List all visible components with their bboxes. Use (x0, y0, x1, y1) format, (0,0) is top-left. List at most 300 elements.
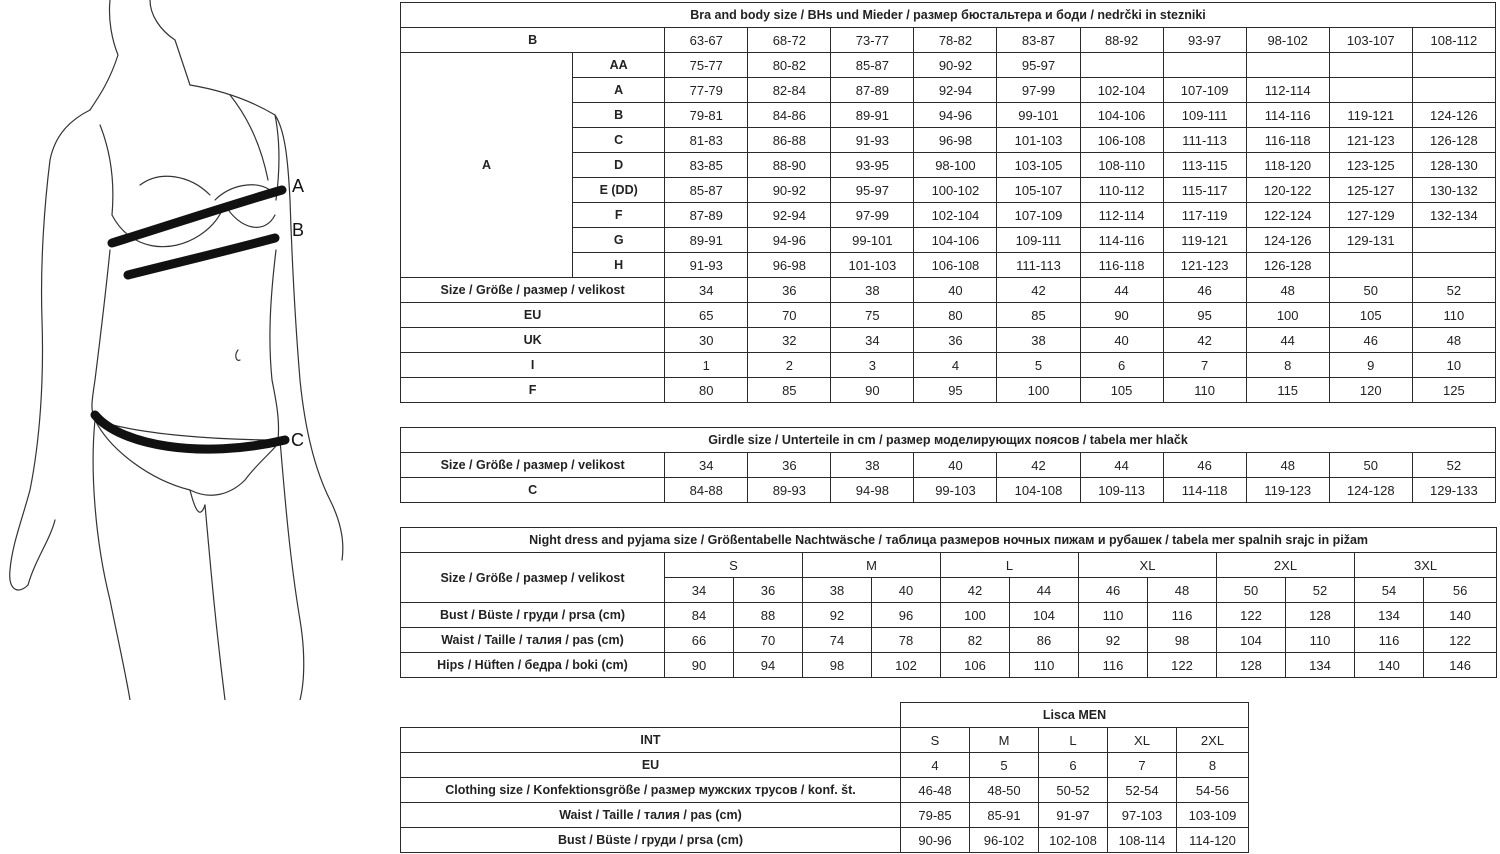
underbust-value: 108-112 (1412, 28, 1495, 53)
night-measure-value: 94 (734, 653, 803, 678)
bust-value: 101-103 (831, 253, 914, 278)
bust-value: 102-104 (1080, 78, 1163, 103)
bust-value: 129-131 (1329, 228, 1412, 253)
night-measure-value: 110 (1010, 653, 1079, 678)
bust-value: 90-92 (914, 53, 997, 78)
size-value: 110 (1412, 303, 1495, 328)
men-value: 8 (1177, 753, 1249, 778)
size-value: 5 (997, 353, 1080, 378)
underbust-value: 73-77 (831, 28, 914, 53)
girdle-value: 99-103 (914, 478, 997, 503)
girdle-value: 52 (1412, 453, 1495, 478)
men-value: 96-102 (970, 828, 1039, 853)
night-measure-value: 92 (803, 603, 872, 628)
size-group-label: S (665, 553, 803, 578)
night-measure-value: 104 (1217, 628, 1286, 653)
bust-value: 82-84 (748, 78, 831, 103)
size-value: 80 (665, 378, 748, 403)
size-group-label: XL (1079, 553, 1217, 578)
girdle-value: 84-88 (665, 478, 748, 503)
bust-value: 104-106 (1080, 103, 1163, 128)
size-value: 1 (665, 353, 748, 378)
men-value: 85-91 (970, 803, 1039, 828)
men-value: 50-52 (1039, 778, 1108, 803)
bust-value: 92-94 (914, 78, 997, 103)
bust-value: 106-108 (1080, 128, 1163, 153)
men-value: 103-109 (1177, 803, 1249, 828)
size-value: 40 (914, 278, 997, 303)
bust-value: 115-117 (1163, 178, 1246, 203)
bust-value: 113-115 (1163, 153, 1246, 178)
men-row (401, 753, 1249, 778)
bust-value (1412, 53, 1495, 78)
girdle-row-label: C (401, 478, 665, 503)
men-row-label: EU (401, 753, 901, 778)
size-value: 80 (914, 303, 997, 328)
night-measure-value: 100 (941, 603, 1010, 628)
night-measure-value: 86 (1010, 628, 1079, 653)
girdle-table-title: Girdle size / Unterteile in cm / размер моделирующих поясов / tabela mer hlačk (401, 428, 1496, 453)
size-value: 110 (1163, 378, 1246, 403)
night-size-value: 56 (1424, 578, 1497, 603)
men-value: 108-114 (1108, 828, 1177, 853)
night-measure-value: 134 (1286, 653, 1355, 678)
men-size-table (400, 702, 1249, 853)
bust-value (1163, 53, 1246, 78)
bust-value: 75-77 (665, 53, 748, 78)
size-group-label: L (941, 553, 1079, 578)
size-value: 120 (1329, 378, 1412, 403)
bust-value: 124-126 (1246, 228, 1329, 253)
bust-value: 91-93 (665, 253, 748, 278)
girdle-row-label: Size / Größe / размер / velikost (401, 453, 665, 478)
bra-size-table (400, 2, 1496, 403)
size-value: 36 (748, 278, 831, 303)
girdle-value: 124-128 (1329, 478, 1412, 503)
size-system-label: F (401, 378, 665, 403)
size-value: 9 (1329, 353, 1412, 378)
bust-value: 112-114 (1080, 203, 1163, 228)
bust-value: 89-91 (665, 228, 748, 253)
men-row-label: Bust / Büste / груди / prsa (cm) (401, 828, 901, 853)
bust-value: 117-119 (1163, 203, 1246, 228)
size-value: 50 (1329, 278, 1412, 303)
bra-title-row (401, 3, 1496, 28)
men-row-label: Clothing size / Konfektionsgröße / размер мужских трусов / konf. št. (401, 778, 901, 803)
girdle-value: 38 (831, 453, 914, 478)
size-value: 85 (748, 378, 831, 403)
underbust-label: B (401, 28, 665, 53)
bra-table-title: Bra and body size / BHs und Mieder / размер бюстальтера и боди / nedrčki in stezniki (401, 3, 1496, 28)
bra-size-row (401, 378, 1496, 403)
men-value: M (970, 728, 1039, 753)
night-title-row (401, 528, 1497, 553)
size-group-label: 2XL (1217, 553, 1355, 578)
size-group-label: M (803, 553, 941, 578)
underbust-value: 78-82 (914, 28, 997, 53)
girdle-value: 119-123 (1246, 478, 1329, 503)
size-value: 8 (1246, 353, 1329, 378)
bust-value: 98-100 (914, 153, 997, 178)
body-measurement-figure (0, 0, 395, 700)
bust-value: 90-92 (748, 178, 831, 203)
night-measure-value: 122 (1148, 653, 1217, 678)
bust-value: 88-90 (748, 153, 831, 178)
underbust-value: 103-107 (1329, 28, 1412, 53)
bust-value: 103-105 (997, 153, 1080, 178)
bust-value: 110-112 (1080, 178, 1163, 203)
bust-value: 119-121 (1163, 228, 1246, 253)
size-value: 105 (1329, 303, 1412, 328)
underbust-value: 88-92 (1080, 28, 1163, 53)
bust-value: 96-98 (748, 253, 831, 278)
bust-value: 87-89 (831, 78, 914, 103)
cup-label: D (573, 153, 665, 178)
bust-value: 99-101 (997, 103, 1080, 128)
night-measure-label: Hips / Hüften / бедра / boki (cm) (401, 653, 665, 678)
cup-label: C (573, 128, 665, 153)
night-measure-value: 106 (941, 653, 1010, 678)
size-value: 100 (1246, 303, 1329, 328)
bust-label: A (401, 53, 573, 278)
bust-value: 86-88 (748, 128, 831, 153)
size-value: 3 (831, 353, 914, 378)
bra-size-row (401, 278, 1496, 303)
night-size-value: 34 (665, 578, 734, 603)
size-value: 105 (1080, 378, 1163, 403)
marker-c: C (291, 430, 304, 450)
night-measure-value: 116 (1148, 603, 1217, 628)
size-value: 2 (748, 353, 831, 378)
girdle-value: 48 (1246, 453, 1329, 478)
men-row-label: Waist / Taille / талия / pas (cm) (401, 803, 901, 828)
size-system-label: Size / Größe / размер / velikost (401, 278, 665, 303)
size-value: 125 (1412, 378, 1495, 403)
bust-value: 96-98 (914, 128, 997, 153)
night-table-title: Night dress and pyjama size / Größentabelle Nachtwäsche / таблица размеров ночных пижам и рубашек / tabela mer spalnih srajc in pižam (401, 528, 1497, 553)
men-row (401, 803, 1249, 828)
night-size-value: 40 (872, 578, 941, 603)
underbust-value: 83-87 (997, 28, 1080, 53)
cup-label: F (573, 203, 665, 228)
night-measure-value: 140 (1355, 653, 1424, 678)
marker-a: A (292, 176, 305, 196)
men-row (401, 728, 1249, 753)
night-measure-value: 74 (803, 628, 872, 653)
men-value: 102-108 (1039, 828, 1108, 853)
size-value: 32 (748, 328, 831, 353)
bust-value: 107-109 (1163, 78, 1246, 103)
bust-value: 92-94 (748, 203, 831, 228)
size-value: 115 (1246, 378, 1329, 403)
night-size-value: 42 (941, 578, 1010, 603)
bust-value: 114-116 (1246, 103, 1329, 128)
cup-label: H (573, 253, 665, 278)
men-table-title: Lisca MEN (901, 703, 1249, 728)
size-value: 6 (1080, 353, 1163, 378)
bust-value: 126-128 (1246, 253, 1329, 278)
night-measure-row (401, 653, 1497, 678)
cup-label: G (573, 228, 665, 253)
size-value: 38 (831, 278, 914, 303)
bust-value: 77-79 (665, 78, 748, 103)
men-value: 6 (1039, 753, 1108, 778)
cup-label: B (573, 103, 665, 128)
cup-label: AA (573, 53, 665, 78)
girdle-row (401, 478, 1496, 503)
size-value: 34 (665, 278, 748, 303)
size-value: 100 (997, 378, 1080, 403)
bra-cup-row (401, 53, 1496, 78)
bust-value: 105-107 (997, 178, 1080, 203)
girdle-title-row (401, 428, 1496, 453)
night-measure-value: 104 (1010, 603, 1079, 628)
girdle-value: 50 (1329, 453, 1412, 478)
bust-value (1329, 253, 1412, 278)
night-dress-size-table (400, 527, 1497, 678)
size-value: 42 (997, 278, 1080, 303)
bust-value: 93-95 (831, 153, 914, 178)
night-measure-value: 140 (1424, 603, 1497, 628)
night-measure-value: 70 (734, 628, 803, 653)
bust-value: 83-85 (665, 153, 748, 178)
night-measure-row (401, 628, 1497, 653)
men-value: L (1039, 728, 1108, 753)
bust-value: 126-128 (1412, 128, 1495, 153)
size-value: 4 (914, 353, 997, 378)
men-value: 4 (901, 753, 970, 778)
night-measure-value: 78 (872, 628, 941, 653)
men-value: 5 (970, 753, 1039, 778)
night-measure-value: 116 (1079, 653, 1148, 678)
size-system-label: I (401, 353, 665, 378)
girdle-size-table (400, 427, 1496, 503)
men-value: 46-48 (901, 778, 970, 803)
girdle-value: 94-98 (831, 478, 914, 503)
size-value: 90 (831, 378, 914, 403)
bust-value: 121-123 (1329, 128, 1412, 153)
underbust-value: 93-97 (1163, 28, 1246, 53)
men-title-row (401, 703, 1249, 728)
bra-size-row (401, 353, 1496, 378)
girdle-value: 36 (748, 453, 831, 478)
night-size-value: 50 (1217, 578, 1286, 603)
cup-label: E (DD) (573, 178, 665, 203)
bust-value: 109-111 (997, 228, 1080, 253)
night-measure-value: 102 (872, 653, 941, 678)
bust-value (1412, 253, 1495, 278)
bust-value: 94-96 (748, 228, 831, 253)
size-value: 36 (914, 328, 997, 353)
cup-label: A (573, 78, 665, 103)
night-measure-label: Bust / Büste / груди / prsa (cm) (401, 603, 665, 628)
size-value: 34 (831, 328, 914, 353)
bust-value: 100-102 (914, 178, 997, 203)
girdle-value: 40 (914, 453, 997, 478)
size-system-label: UK (401, 328, 665, 353)
girdle-row (401, 453, 1496, 478)
bust-value: 111-113 (997, 253, 1080, 278)
night-measure-value: 128 (1286, 603, 1355, 628)
bust-value (1246, 53, 1329, 78)
bust-value: 85-87 (831, 53, 914, 78)
bust-value: 122-124 (1246, 203, 1329, 228)
size-value: 90 (1080, 303, 1163, 328)
bust-value: 99-101 (831, 228, 914, 253)
men-value: 7 (1108, 753, 1177, 778)
size-value: 40 (1080, 328, 1163, 353)
size-value: 46 (1163, 278, 1246, 303)
bust-value: 79-81 (665, 103, 748, 128)
men-value: 52-54 (1108, 778, 1177, 803)
bust-value: 91-93 (831, 128, 914, 153)
girdle-value: 129-133 (1412, 478, 1495, 503)
size-value: 85 (997, 303, 1080, 328)
night-measure-row (401, 603, 1497, 628)
bust-value: 111-113 (1163, 128, 1246, 153)
bust-value: 101-103 (997, 128, 1080, 153)
bust-value: 106-108 (914, 253, 997, 278)
bust-value: 95-97 (997, 53, 1080, 78)
bust-value: 102-104 (914, 203, 997, 228)
men-value: 91-97 (1039, 803, 1108, 828)
girdle-value: 109-113 (1080, 478, 1163, 503)
bust-value (1080, 53, 1163, 78)
size-value: 48 (1412, 328, 1495, 353)
bust-value: 132-134 (1412, 203, 1495, 228)
men-row (401, 778, 1249, 803)
men-value: 114-120 (1177, 828, 1249, 853)
bra-b-row (401, 28, 1496, 53)
men-row-label: INT (401, 728, 901, 753)
night-measure-value: 146 (1424, 653, 1497, 678)
marker-b: B (292, 220, 305, 240)
size-value: 30 (665, 328, 748, 353)
bust-value: 80-82 (748, 53, 831, 78)
girdle-value: 34 (665, 453, 748, 478)
night-size-value: 48 (1148, 578, 1217, 603)
bust-value: 95-97 (831, 178, 914, 203)
night-measure-value: 98 (803, 653, 872, 678)
night-measure-value: 128 (1217, 653, 1286, 678)
night-measure-value: 92 (1079, 628, 1148, 653)
night-measure-value: 116 (1355, 628, 1424, 653)
bust-value (1329, 78, 1412, 103)
bust-value: 116-118 (1080, 253, 1163, 278)
night-measure-value: 82 (941, 628, 1010, 653)
night-measure-value: 122 (1217, 603, 1286, 628)
bust-value: 94-96 (914, 103, 997, 128)
bust-value: 107-109 (997, 203, 1080, 228)
men-value: 79-85 (901, 803, 970, 828)
bust-value: 87-89 (665, 203, 748, 228)
men-value: XL (1108, 728, 1177, 753)
bust-value: 119-121 (1329, 103, 1412, 128)
girdle-value: 104-108 (997, 478, 1080, 503)
size-value: 75 (831, 303, 914, 328)
size-value: 65 (665, 303, 748, 328)
bust-value: 81-83 (665, 128, 748, 153)
underbust-value: 98-102 (1246, 28, 1329, 53)
night-measure-value: 98 (1148, 628, 1217, 653)
night-measure-value: 110 (1286, 628, 1355, 653)
bust-value (1412, 228, 1495, 253)
size-value: 42 (1163, 328, 1246, 353)
bust-value: 130-132 (1412, 178, 1495, 203)
men-value: 54-56 (1177, 778, 1249, 803)
men-value: 48-50 (970, 778, 1039, 803)
bust-value: 127-129 (1329, 203, 1412, 228)
bust-value: 124-126 (1412, 103, 1495, 128)
bust-value: 89-91 (831, 103, 914, 128)
men-row (401, 828, 1249, 853)
size-value: 38 (997, 328, 1080, 353)
underbust-value: 68-72 (748, 28, 831, 53)
night-size-value: 44 (1010, 578, 1079, 603)
girdle-value: 44 (1080, 453, 1163, 478)
bust-value: 85-87 (665, 178, 748, 203)
night-measure-value: 66 (665, 628, 734, 653)
girdle-value: 89-93 (748, 478, 831, 503)
size-value: 95 (914, 378, 997, 403)
bust-value: 116-118 (1246, 128, 1329, 153)
bust-value: 108-110 (1080, 153, 1163, 178)
bust-value: 97-99 (831, 203, 914, 228)
night-measure-value: 84 (665, 603, 734, 628)
night-size-value: 54 (1355, 578, 1424, 603)
size-value: 95 (1163, 303, 1246, 328)
bust-value: 128-130 (1412, 153, 1495, 178)
size-value: 52 (1412, 278, 1495, 303)
bust-value: 109-111 (1163, 103, 1246, 128)
girdle-value: 42 (997, 453, 1080, 478)
night-size-label: Size / Größe / размер / velikost (401, 553, 665, 603)
men-value: 97-103 (1108, 803, 1177, 828)
night-measure-label: Waist / Taille / талия / pas (cm) (401, 628, 665, 653)
bust-value: 120-122 (1246, 178, 1329, 203)
size-value: 46 (1329, 328, 1412, 353)
bust-value: 97-99 (997, 78, 1080, 103)
night-measure-value: 122 (1424, 628, 1497, 653)
size-value: 44 (1080, 278, 1163, 303)
size-value: 44 (1246, 328, 1329, 353)
size-group-label: 3XL (1355, 553, 1497, 578)
night-size-value: 52 (1286, 578, 1355, 603)
night-group-row (401, 553, 1497, 578)
bust-value: 125-127 (1329, 178, 1412, 203)
men-value: S (901, 728, 970, 753)
bust-value: 121-123 (1163, 253, 1246, 278)
men-empty-corner (401, 703, 901, 728)
underbust-value: 63-67 (665, 28, 748, 53)
night-size-value: 38 (803, 578, 872, 603)
night-measure-value: 88 (734, 603, 803, 628)
night-measure-value: 96 (872, 603, 941, 628)
bust-value: 123-125 (1329, 153, 1412, 178)
bra-size-row (401, 328, 1496, 353)
bust-value (1329, 53, 1412, 78)
night-size-value: 36 (734, 578, 803, 603)
bust-value: 118-120 (1246, 153, 1329, 178)
bra-size-row (401, 303, 1496, 328)
men-value: 2XL (1177, 728, 1249, 753)
night-measure-value: 134 (1355, 603, 1424, 628)
bust-value: 112-114 (1246, 78, 1329, 103)
night-measure-value: 110 (1079, 603, 1148, 628)
bust-value (1412, 78, 1495, 103)
men-value: 90-96 (901, 828, 970, 853)
bust-value: 114-116 (1080, 228, 1163, 253)
